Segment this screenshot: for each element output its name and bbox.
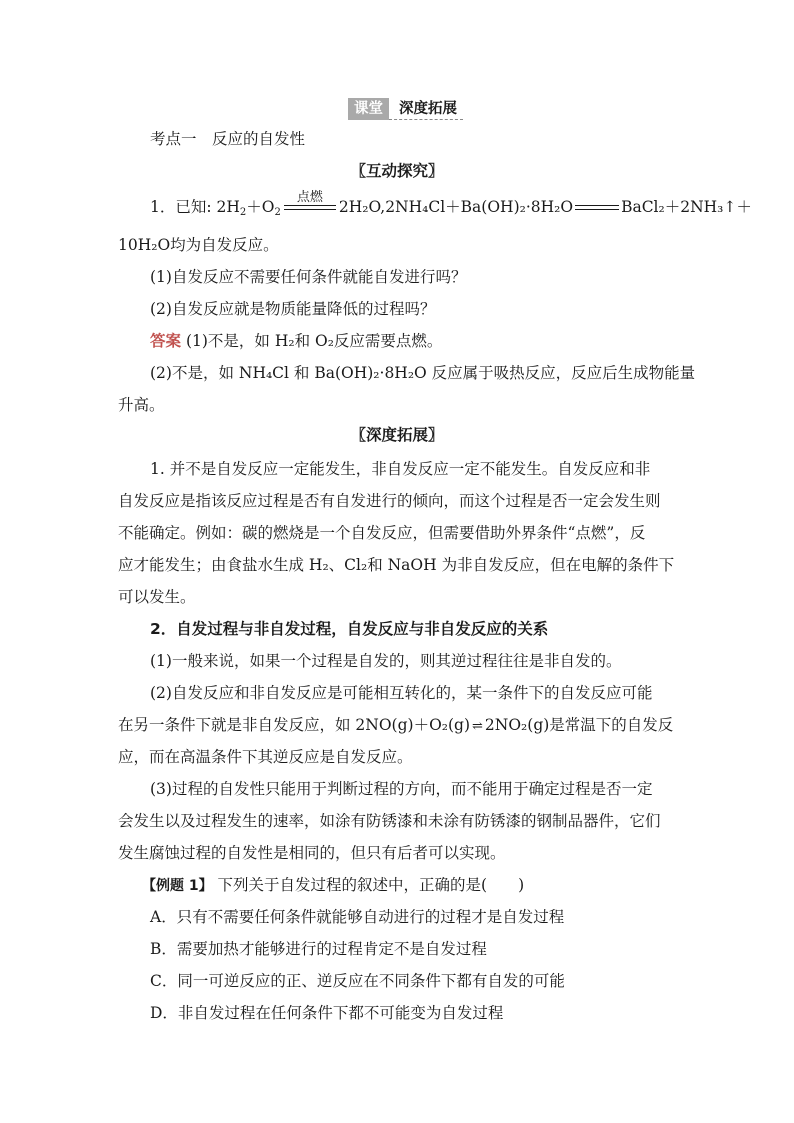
q1-reactants: $2H_2+O_2$ (216, 198, 281, 218)
deep-p2-s2-line3: 应，而在高温条件下其逆反应是自发反应。 (118, 748, 413, 766)
question-1-line2: 10H₂O均为自发反应。 (118, 236, 279, 254)
answer-line1 (150, 330, 442, 352)
equation-right: 2NO₂(g)是常温下的自发反 (484, 716, 674, 734)
deep-p2-s3-line1: (3)过程的自发性只能用于判断过程的方向，而不能用于确定过程是否一定 (150, 780, 653, 798)
reaction-condition: 点燃 (296, 190, 323, 205)
deep-p1-line4: 应才能发生；由食盐水生成 H₂、Cl₂和 NaOH 为非自发反应，但在电解的条件下 (118, 556, 675, 574)
answer-line3: 升高。 (118, 396, 165, 414)
deep-p2-s2-line2 (118, 714, 673, 738)
interactive-heading: 〖互动探究〗 (350, 162, 444, 180)
reaction-condition-arrow (284, 190, 336, 215)
header-title: 深度拓展 (389, 99, 463, 120)
deep-p2-s2-line1: (2)自发反应和非自发反应是可能相互转化的，某一条件下的自发反应可能 (150, 684, 653, 702)
question-1-line1 (150, 190, 752, 224)
answer-line2: (2)不是，如 NH₄Cl 和 Ba(OH)₂·8H₂O 反应属于吸热反应，反应后生成物能量 (150, 364, 696, 382)
deep-p1-line1: 1. 并不是自发反应一定能发生，非自发反应一定不能发生。自发反应和非 (150, 460, 651, 478)
example-title: 【例题 1】 (142, 878, 213, 894)
deep-p2-s3-line3: 发生腐蚀过程的自发性是相同的，但只有后者可以实现。 (118, 844, 506, 862)
equation-left: 在另一条件下就是非自发反应，如 2NO(g)＋O₂(g) (118, 716, 471, 734)
deep-p1-line2: 自发反应是指该反应过程是否有自发进行的倾向，而这个过程是否一定会发生则 (118, 492, 661, 510)
example-question (142, 874, 524, 897)
example-question-text: 下列关于自发过程的叙述中，正确的是( ) (212, 876, 525, 894)
answer-1: (1)不是，如 H₂和 O₂反应需要点燃。 (185, 332, 443, 350)
equals-sign (575, 204, 619, 212)
option-a: A．只有不需要任何条件就能够自动进行的过程才是自发过程 (150, 908, 565, 926)
reversible-arrow-icon: ⇌ (472, 719, 483, 734)
header-badge: 课堂 (348, 98, 389, 120)
q1-tail2: BaCl₂＋2NH₃↑＋ (621, 198, 752, 216)
deep-p2-title: 2．自发过程与非自发过程，自发反应与非自发反应的关系 (150, 620, 549, 638)
deep-p1-line3: 不能确定。例如：碳的燃烧是一个自发反应，但需要借助外界条件“点燃”，反 (118, 524, 646, 542)
question-1-sub2: (2)自发反应就是物质能量降低的过程吗？ (150, 300, 436, 318)
deep-heading: 〖深度拓展〗 (350, 426, 444, 444)
q1-prefix: 1．已知: (150, 198, 217, 216)
q1-tail: 2H₂O,2NH₄Cl＋Ba(OH)₂·8H₂O (338, 198, 574, 216)
option-d: D．非自发过程在任何条件下都不可能变为自发过程 (150, 1004, 504, 1022)
answer-label: 答案 (150, 332, 182, 350)
deep-p2-s1: (1)一般来说，如果一个过程是自发的，则其逆过程往往是非自发的。 (150, 652, 622, 670)
option-c: C．同一可逆反应的正、逆反应在不同条件下都有自发的可能 (150, 972, 565, 990)
option-b: B．需要加热才能够进行的过程肯定不是自发过程 (150, 940, 487, 958)
section-title: 考点一 反应的自发性 (150, 130, 306, 148)
deep-p1-line5: 可以发生。 (118, 588, 196, 606)
section-header (348, 98, 463, 120)
deep-p2-s3-line2: 会发生以及过程发生的速率，如涂有防锈漆和未涂有防锈漆的钢制品器件，它们 (118, 812, 661, 830)
question-1-sub1: (1)自发反应不需要任何条件就能自发进行吗？ (150, 268, 467, 286)
